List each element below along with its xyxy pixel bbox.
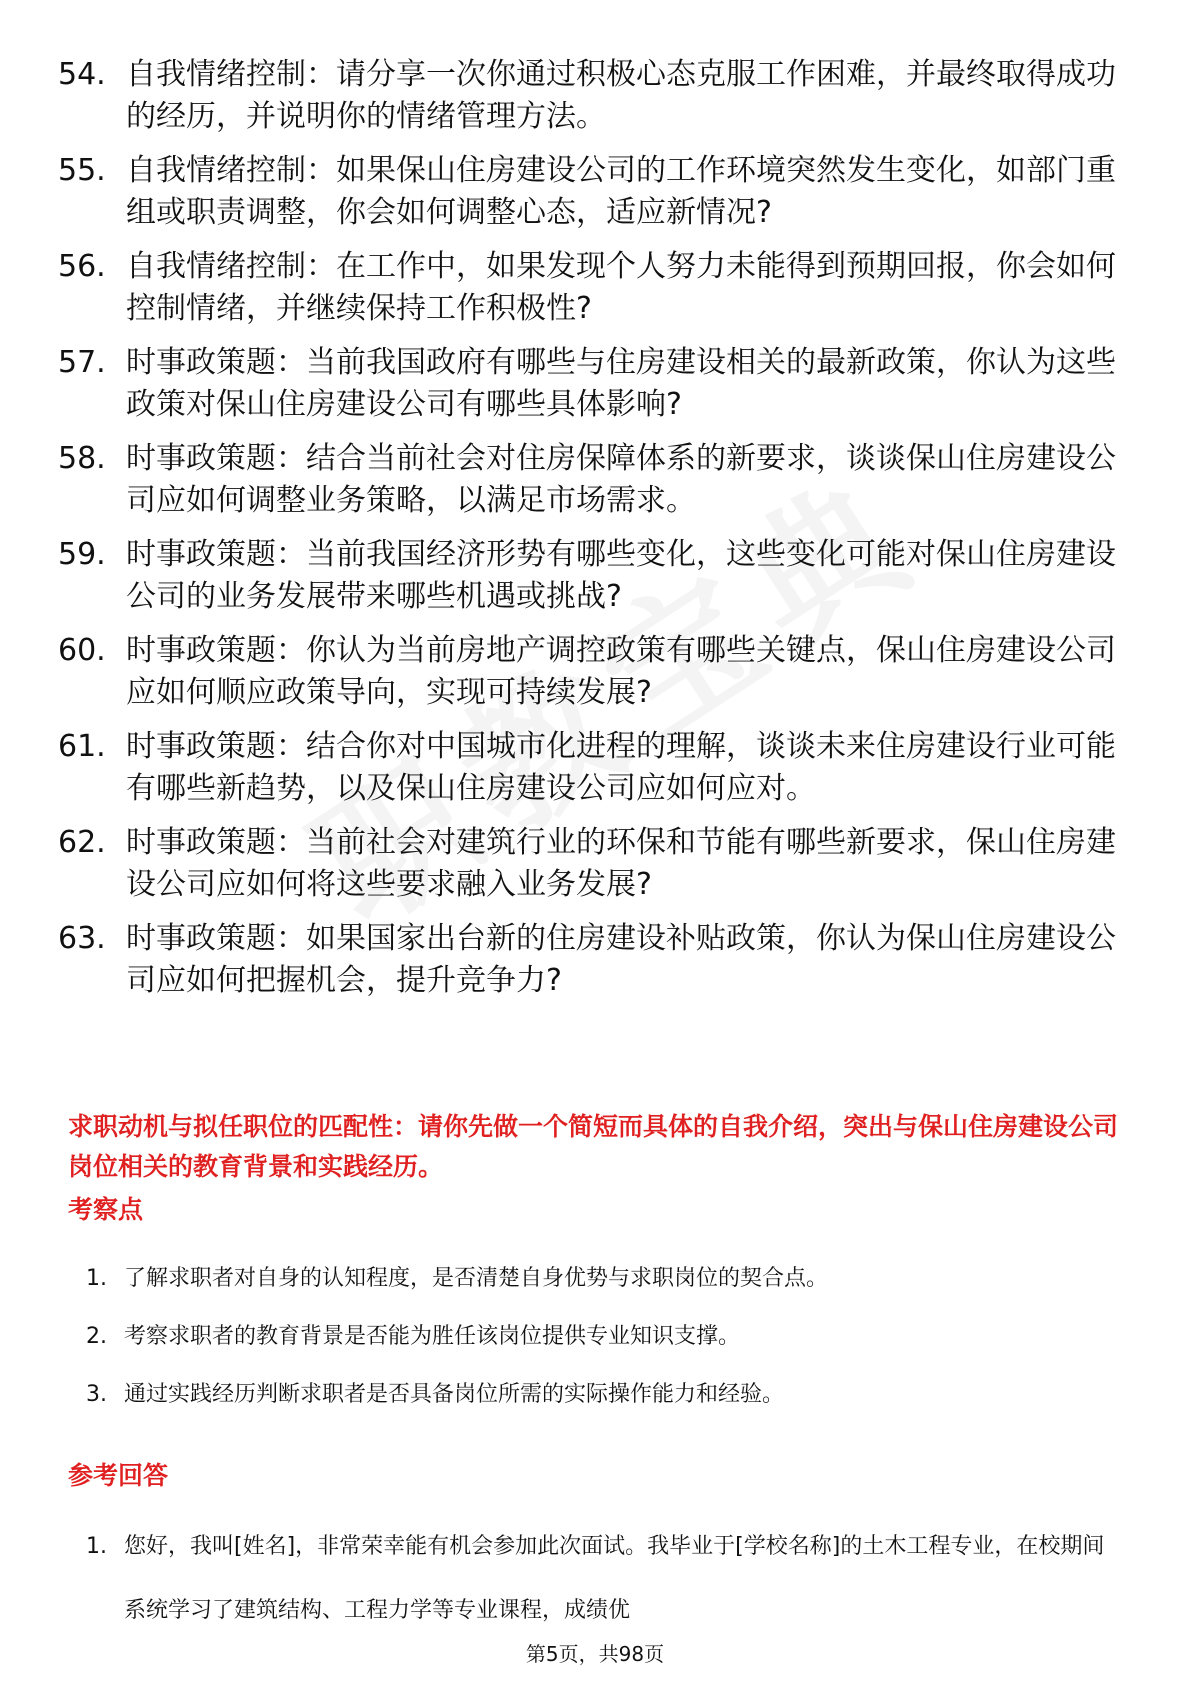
list-item-text: 您好，我叫[姓名]，非常荣幸能有机会参加此次面试。我毕业于[学校名称]的土木工程专业，在校期间系统学习了建筑结构、工程力学等专业课程，成绩优 [124, 1534, 1105, 1623]
question-number: 62. [58, 825, 106, 860]
question-text: 时事政策题：当前社会对建筑行业的环保和节能有哪些新要求，保山住房建设公司应如何将这些要求融入业务发展? [126, 825, 1116, 902]
question-text: 时事政策题：结合当前社会对住房保障体系的新要求，谈谈保山住房建设公司应如何调整业务策略，以满足市场需求。 [126, 441, 1116, 518]
question-item [58, 342, 1118, 426]
question-item [58, 150, 1118, 234]
question-number: 59. [58, 537, 106, 572]
kaochadian-heading: 考察点 [68, 1195, 144, 1224]
question-text: 自我情绪控制：请分享一次你通过积极心态克服工作困难，并最终取得成功的经历，并说明你的情绪管理方法。 [126, 57, 1116, 134]
question-text: 时事政策题：如果国家出台新的住房建设补贴政策，你认为保山住房建设公司应如何把握机会，提升竞争力? [126, 921, 1116, 998]
cankao-heading: 参考回答 [68, 1461, 169, 1490]
question-text: 时事政策题：你认为当前房地产调控政策有哪些关键点，保山住房建设公司应如何顺应政策导向，实现可持续发展? [126, 633, 1116, 710]
kaochadian-list [86, 1262, 1126, 1436]
question-number: 60. [58, 633, 106, 668]
list-item [86, 1515, 1126, 1643]
question-item [58, 630, 1118, 714]
question-item [58, 918, 1118, 1002]
question-item [58, 726, 1118, 810]
section-title: 求职动机与拟任职位的匹配性：请你先做一个简短而具体的自我介绍，突出与保山住房建设公司岗位相关的教育背景和实践经历。 [68, 1112, 1119, 1181]
list-item [86, 1262, 1126, 1296]
question-item [58, 438, 1118, 522]
question-number: 57. [58, 345, 106, 380]
question-list [58, 54, 1118, 1014]
list-item-text: 通过实践经历判断求职者是否具备岗位所需的实际操作能力和经验。 [124, 1382, 785, 1407]
question-number: 54. [58, 57, 106, 92]
list-item [86, 1378, 1126, 1412]
question-number: 58. [58, 441, 106, 476]
question-text: 自我情绪控制：如果保山住房建设公司的工作环境突然发生变化，如部门重组或职责调整，你会如何调整心态，适应新情况? [126, 153, 1116, 230]
list-item-number: 2. [86, 1324, 107, 1349]
cankao-list [86, 1515, 1126, 1643]
question-text: 时事政策题：当前我国政府有哪些与住房建设相关的最新政策，你认为这些政策对保山住房建设公司有哪些具体影响? [126, 345, 1116, 422]
question-number: 56. [58, 249, 106, 284]
page-footer: 第5页，共98页 [525, 1642, 665, 1666]
question-number: 61. [58, 729, 106, 764]
question-item [58, 246, 1118, 330]
question-number: 55. [58, 153, 106, 188]
question-item [58, 534, 1118, 618]
question-item [58, 54, 1118, 138]
question-number: 63. [58, 921, 106, 956]
question-text: 时事政策题：结合你对中国城市化进程的理解，谈谈未来住房建设行业可能有哪些新趋势，以及保山住房建设公司应如何应对。 [126, 729, 1116, 806]
list-item-number: 1. [86, 1266, 107, 1291]
list-item [86, 1320, 1126, 1354]
list-item-number: 3. [86, 1382, 107, 1407]
list-item-text: 考察求职者的教育背景是否能为胜任该岗位提供专业知识支撑。 [124, 1324, 741, 1349]
question-text: 自我情绪控制：在工作中，如果发现个人努力未能得到预期回报，你会如何控制情绪，并继续保持工作积极性? [126, 249, 1116, 326]
list-item-number: 1. [86, 1534, 107, 1559]
question-item [58, 822, 1118, 906]
list-item-text: 了解求职者对自身的认知程度，是否清楚自身优势与求职岗位的契合点。 [124, 1266, 829, 1291]
question-text: 时事政策题：当前我国经济形势有哪些变化，这些变化可能对保山住房建设公司的业务发展带来哪些机遇或挑战? [126, 537, 1116, 614]
